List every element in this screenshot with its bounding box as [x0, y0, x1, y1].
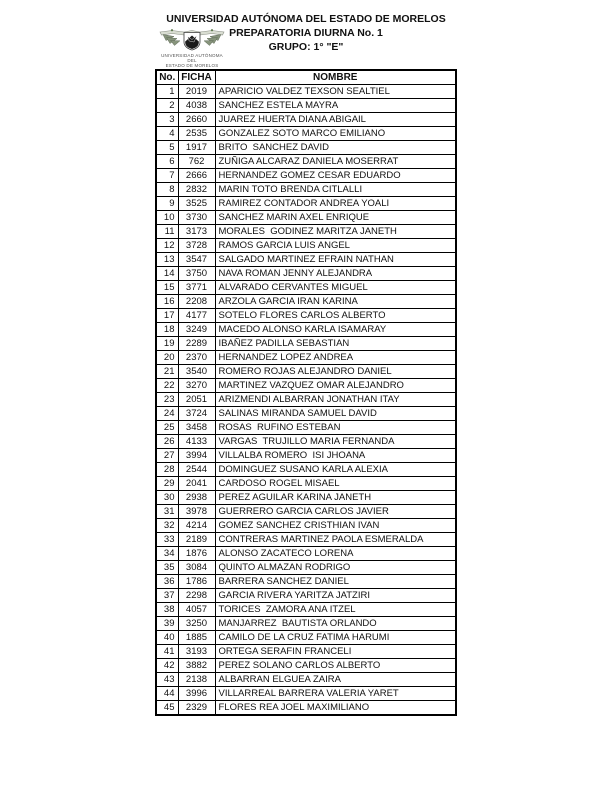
cell-nombre: JUAREZ HUERTA DIANA ABIGAIL: [215, 113, 456, 127]
table-row: [156, 603, 456, 617]
cell-ficha: 3525: [178, 197, 215, 211]
cell-ficha: 3978: [178, 505, 215, 519]
cell-no: 37: [156, 589, 178, 603]
table-row: [156, 575, 456, 589]
cell-ficha: 1876: [178, 547, 215, 561]
cell-nombre: ALVARADO CERVANTES MIGUEL: [215, 281, 456, 295]
cell-no: 40: [156, 631, 178, 645]
table-row: [156, 253, 456, 267]
cell-ficha: 3084: [178, 561, 215, 575]
cell-ficha: 2535: [178, 127, 215, 141]
cell-no: 25: [156, 421, 178, 435]
cell-ficha: 2329: [178, 701, 215, 716]
table-row: [156, 155, 456, 169]
cell-ficha: 1885: [178, 631, 215, 645]
cell-no: 32: [156, 519, 178, 533]
table-row: [156, 267, 456, 281]
cell-ficha: 3728: [178, 239, 215, 253]
roster-body: [156, 85, 456, 716]
table-row: [156, 435, 456, 449]
cell-no: 11: [156, 225, 178, 239]
cell-nombre: GOMEZ SANCHEZ CRISTHIAN IVAN: [215, 519, 456, 533]
cell-no: 18: [156, 323, 178, 337]
cell-ficha: 3547: [178, 253, 215, 267]
cell-no: 12: [156, 239, 178, 253]
table-row: [156, 225, 456, 239]
cell-no: 45: [156, 701, 178, 716]
cell-no: 8: [156, 183, 178, 197]
cell-nombre: FLORES REA JOEL MAXIMILIANO: [215, 701, 456, 716]
table-row: [156, 85, 456, 99]
cell-nombre: QUINTO ALMAZAN RODRIGO: [215, 561, 456, 575]
table-row: [156, 659, 456, 673]
cell-nombre: IBAÑEZ PADILLA SEBASTIAN: [215, 337, 456, 351]
cell-nombre: ROMERO ROJAS ALEJANDRO DANIEL: [215, 365, 456, 379]
cell-ficha: 2938: [178, 491, 215, 505]
cell-nombre: DOMINGUEZ SUSANO KARLA ALEXIA: [215, 463, 456, 477]
cell-no: 39: [156, 617, 178, 631]
cell-ficha: 4177: [178, 309, 215, 323]
cell-nombre: APARICIO VALDEZ TEXSON SEALTIEL: [215, 85, 456, 99]
cell-nombre: SALINAS MIRANDA SAMUEL DAVID: [215, 407, 456, 421]
table-row: [156, 701, 456, 716]
cell-no: 31: [156, 505, 178, 519]
table-row: [156, 421, 456, 435]
table-row: [156, 463, 456, 477]
table-row: [156, 533, 456, 547]
cell-no: 9: [156, 197, 178, 211]
cell-ficha: 1917: [178, 141, 215, 155]
cell-nombre: NAVA ROMAN JENNY ALEJANDRA: [215, 267, 456, 281]
cell-nombre: MORALES GODINEZ MARITZA JANETH: [215, 225, 456, 239]
cell-no: 38: [156, 603, 178, 617]
cell-ficha: 2544: [178, 463, 215, 477]
roster-table: [155, 69, 457, 716]
cell-no: 19: [156, 337, 178, 351]
cell-no: 36: [156, 575, 178, 589]
logo-caption-line1: UNIVERSIDAD AUTÓNOMA DEL: [161, 53, 223, 63]
cell-ficha: 2051: [178, 393, 215, 407]
table-row: [156, 99, 456, 113]
cell-nombre: PEREZ SOLANO CARLOS ALBERTO: [215, 659, 456, 673]
table-row: [156, 491, 456, 505]
cell-no: 22: [156, 379, 178, 393]
cell-ficha: 3730: [178, 211, 215, 225]
cell-nombre: HERNANDEZ LOPEZ ANDREA: [215, 351, 456, 365]
cell-nombre: ROSAS RUFINO ESTEBAN: [215, 421, 456, 435]
cell-nombre: PEREZ AGUILAR KARINA JANETH: [215, 491, 456, 505]
cell-ficha: 4133: [178, 435, 215, 449]
cell-nombre: SOTELO FLORES CARLOS ALBERTO: [215, 309, 456, 323]
cell-nombre: ALBARRAN ELGUEA ZAIRA: [215, 673, 456, 687]
cell-nombre: SALGADO MARTINEZ EFRAIN NATHAN: [215, 253, 456, 267]
table-row: [156, 309, 456, 323]
cell-nombre: HERNANDEZ GOMEZ CESAR EDUARDO: [215, 169, 456, 183]
cell-ficha: 2208: [178, 295, 215, 309]
table-row: [156, 183, 456, 197]
table-row: [156, 141, 456, 155]
cell-nombre: VARGAS TRUJILLO MARIA FERNANDA: [215, 435, 456, 449]
cell-nombre: MARIN TOTO BRENDA CITLALLI: [215, 183, 456, 197]
cell-no: 21: [156, 365, 178, 379]
cell-no: 26: [156, 435, 178, 449]
cell-no: 27: [156, 449, 178, 463]
cell-ficha: 3458: [178, 421, 215, 435]
cell-ficha: 3173: [178, 225, 215, 239]
cell-no: 42: [156, 659, 178, 673]
table-row: [156, 295, 456, 309]
cell-ficha: 2370: [178, 351, 215, 365]
cell-nombre: CONTRERAS MARTINEZ PAOLA ESMERALDA: [215, 533, 456, 547]
cell-ficha: 3996: [178, 687, 215, 701]
cell-ficha: 3193: [178, 645, 215, 659]
cell-nombre: RAMOS GARCIA LUIS ANGEL: [215, 239, 456, 253]
cell-nombre: ARZOLA GARCIA IRAN KARINA: [215, 295, 456, 309]
cell-nombre: MARTINEZ VAZQUEZ OMAR ALEJANDRO: [215, 379, 456, 393]
table-row: [156, 239, 456, 253]
cell-no: 4: [156, 127, 178, 141]
cell-ficha: 3249: [178, 323, 215, 337]
table-row: [156, 169, 456, 183]
cell-no: 41: [156, 645, 178, 659]
table-row: [156, 505, 456, 519]
cell-nombre: BRITO SANCHEZ DAVID: [215, 141, 456, 155]
cell-no: 13: [156, 253, 178, 267]
cell-ficha: 3882: [178, 659, 215, 673]
table-row: [156, 449, 456, 463]
cell-ficha: 3724: [178, 407, 215, 421]
table-row: [156, 211, 456, 225]
cell-ficha: 2666: [178, 169, 215, 183]
cell-nombre: ORTEGA SERAFIN FRANCELI: [215, 645, 456, 659]
cell-no: 16: [156, 295, 178, 309]
cell-ficha: 3250: [178, 617, 215, 631]
cell-ficha: 3771: [178, 281, 215, 295]
cell-nombre: MANJARREZ BAUTISTA ORLANDO: [215, 617, 456, 631]
cell-no: 15: [156, 281, 178, 295]
table-row: [156, 561, 456, 575]
cell-no: 24: [156, 407, 178, 421]
table-row: [156, 337, 456, 351]
table-row: [156, 281, 456, 295]
table-row: [156, 547, 456, 561]
group-title: GRUPO: 1° "E": [268, 41, 344, 53]
cell-ficha: 2832: [178, 183, 215, 197]
table-row: [156, 617, 456, 631]
cell-nombre: VILLARREAL BARRERA VALERIA YARET: [215, 687, 456, 701]
cell-nombre: ALONSO ZACATECO LORENA: [215, 547, 456, 561]
cell-ficha: 3750: [178, 267, 215, 281]
cell-nombre: ARIZMENDI ALBARRAN JONATHAN ITAY: [215, 393, 456, 407]
cell-nombre: MACEDO ALONSO KARLA ISAMARAY: [215, 323, 456, 337]
table-row: [156, 127, 456, 141]
cell-no: 20: [156, 351, 178, 365]
cell-nombre: SANCHEZ MARIN AXEL ENRIQUE: [215, 211, 456, 225]
cell-ficha: 2019: [178, 85, 215, 99]
cell-nombre: ZUÑIGA ALCARAZ DANIELA MOSERRAT: [215, 155, 456, 169]
cell-no: 30: [156, 491, 178, 505]
cell-ficha: 4214: [178, 519, 215, 533]
cell-ficha: 3270: [178, 379, 215, 393]
cell-no: 43: [156, 673, 178, 687]
cell-ficha: 1786: [178, 575, 215, 589]
cell-no: 5: [156, 141, 178, 155]
cell-no: 23: [156, 393, 178, 407]
cell-ficha: 4057: [178, 603, 215, 617]
table-row: [156, 687, 456, 701]
school-title: PREPARATORIA DIURNA No. 1: [229, 27, 383, 39]
cell-no: 1: [156, 85, 178, 99]
cell-nombre: BARRERA SANCHEZ DANIEL: [215, 575, 456, 589]
university-title: UNIVERSIDAD AUTÓNOMA DEL ESTADO DE MORELOS: [166, 13, 446, 25]
table-row: [156, 645, 456, 659]
cell-nombre: GARCIA RIVERA YARITZA JATZIRI: [215, 589, 456, 603]
cell-ficha: 2041: [178, 477, 215, 491]
cell-no: 6: [156, 155, 178, 169]
table-row: [156, 379, 456, 393]
table-row: [156, 477, 456, 491]
table-row: [156, 113, 456, 127]
table-row: [156, 351, 456, 365]
table-row: [156, 589, 456, 603]
cell-nombre: VILLALBA ROMERO ISI JHOANA: [215, 449, 456, 463]
document-header: [0, 12, 612, 54]
table-header-row: [156, 70, 456, 85]
cell-nombre: RAMIREZ CONTADOR ANDREA YOALI: [215, 197, 456, 211]
cell-ficha: 4038: [178, 99, 215, 113]
cell-no: 7: [156, 169, 178, 183]
table-row: [156, 393, 456, 407]
cell-ficha: 2298: [178, 589, 215, 603]
cell-no: 35: [156, 561, 178, 575]
cell-ficha: 3994: [178, 449, 215, 463]
cell-no: 2: [156, 99, 178, 113]
col-header-no: No.: [156, 70, 178, 85]
cell-no: 44: [156, 687, 178, 701]
cell-nombre: SANCHEZ ESTELA MAYRA: [215, 99, 456, 113]
logo-caption-line2: ESTADO DE MORELOS: [165, 63, 219, 68]
cell-no: 3: [156, 113, 178, 127]
table-row: [156, 197, 456, 211]
logo-caption: [156, 53, 228, 68]
col-header-ficha: FICHA: [178, 70, 215, 85]
cell-no: 17: [156, 309, 178, 323]
table-row: [156, 519, 456, 533]
cell-ficha: 2660: [178, 113, 215, 127]
table-row: [156, 673, 456, 687]
cell-nombre: GONZALEZ SOTO MARCO EMILIANO: [215, 127, 456, 141]
col-header-nombre: NOMBRE: [215, 70, 456, 85]
cell-no: 29: [156, 477, 178, 491]
cell-no: 28: [156, 463, 178, 477]
cell-nombre: GUERRERO GARCIA CARLOS JAVIER: [215, 505, 456, 519]
cell-ficha: 2189: [178, 533, 215, 547]
cell-no: 33: [156, 533, 178, 547]
cell-ficha: 2138: [178, 673, 215, 687]
cell-nombre: CARDOSO ROGEL MISAEL: [215, 477, 456, 491]
table-row: [156, 407, 456, 421]
cell-ficha: 2289: [178, 337, 215, 351]
cell-nombre: CAMILO DE LA CRUZ FATIMA HARUMI: [215, 631, 456, 645]
table-row: [156, 365, 456, 379]
table-row: [156, 323, 456, 337]
cell-no: 14: [156, 267, 178, 281]
cell-nombre: TORICES ZAMORA ANA ITZEL: [215, 603, 456, 617]
cell-ficha: 3540: [178, 365, 215, 379]
cell-ficha: 762: [178, 155, 215, 169]
table-row: [156, 631, 456, 645]
cell-no: 10: [156, 211, 178, 225]
cell-no: 34: [156, 547, 178, 561]
